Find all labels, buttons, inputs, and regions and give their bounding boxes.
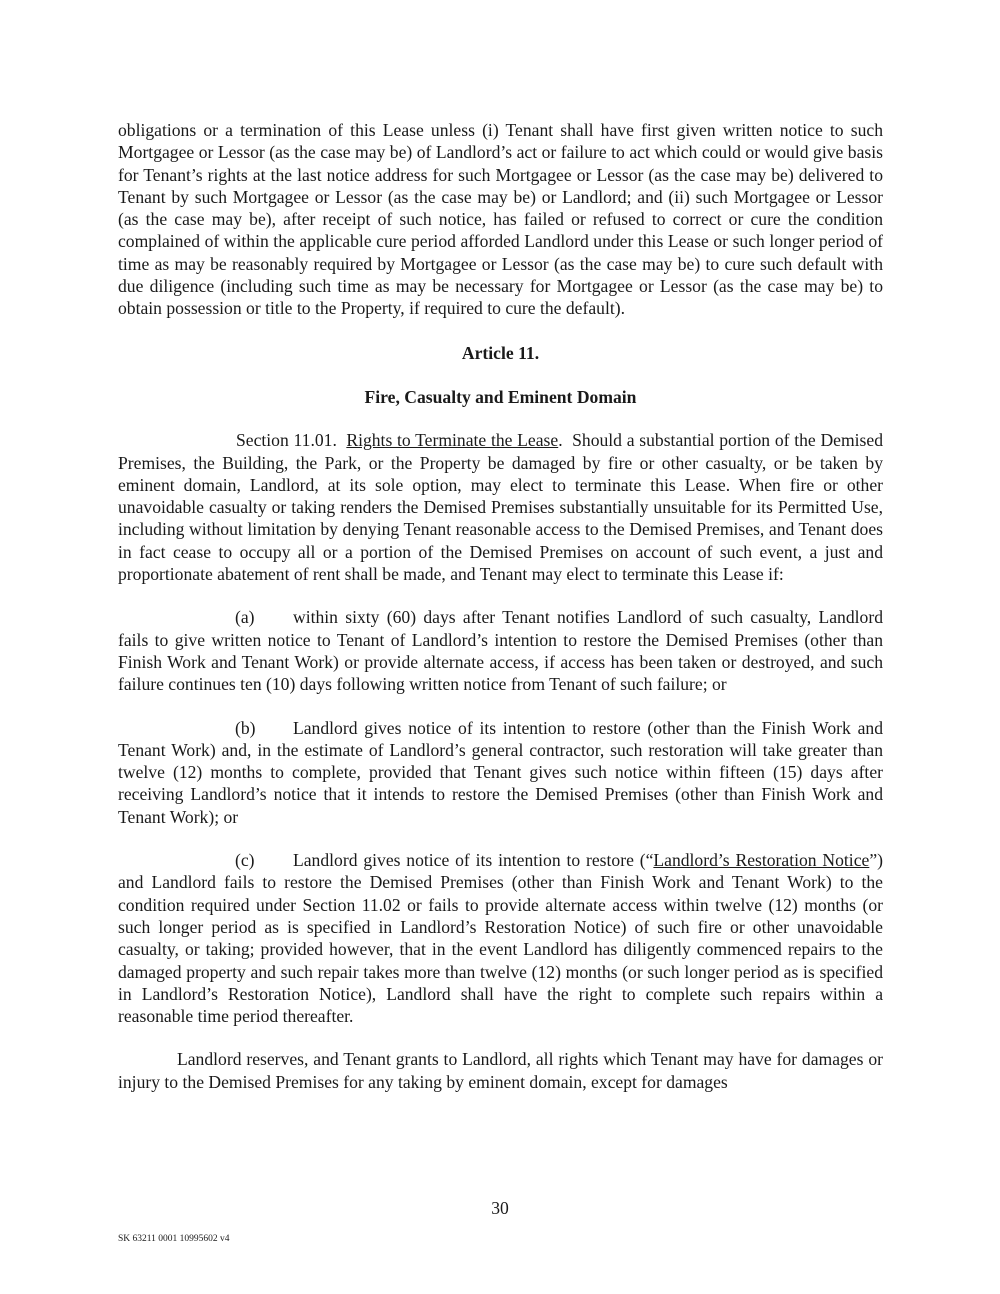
reservation-paragraph: Landlord reserves, and Tenant grants to Landlord, all rights which Tenant may have for damages or injury to the Demised Premises for any taking by eminent domain, except for damages — [118, 1049, 883, 1092]
section-text: Should a substantial portion of the Demised Premises, the Building, the Park, or the Property be damaged by fire or other casualty, or be taken by eminent domain, Landlord, at its sole option, may elect to terminate this Lease. When fire or other unavoidable casualty or taking renders the Demised Premises substantially unsuitable for its Permitted Use, including without limitation by denying Tenant reasonable access to the Demised Premises, and Tenant does in fact cease to occupy all or a portion of the Demised Premises on account of such event, a just and proportionate abatement of rent shall be made, and Tenant may elect to terminate this Lease if: — [118, 430, 883, 585]
article-title: Fire, Casualty and Eminent Domain — [364, 386, 637, 407]
clause-b-label: (b) — [235, 717, 256, 738]
continuation-paragraph: obligations or a termination of this Lease unless (i) Tenant shall have first given written notice to such Mortgagee or Lessor (as the case may be) of Landlord’s act or failure to act which could or would give basis for Tenant’s rights at the last notice address for such Mortgagee or Lessor (as the case may be) delivered to Tenant by such Mortgagee or Lessor (as the case may be) or Landlord; and (ii) such Mortgagee or Lessor (as the case may be), after receipt of such notice, has failed or refused to correct or cure the condition complained of within the applicable cure period afforded Landlord under this Lease or such longer period of time as may be reasonably required by Mortgagee or Lessor (as the case may be) to cure such default with due diligence (including such time as may be necessary for Mortgagee or Lessor (as the case may be) to obtain possession or title to the Property, if required to cure the default). — [118, 120, 883, 319]
clause-c-text-before: Landlord gives notice of its intention to restore (“ — [293, 850, 654, 871]
clause-c-text-after: ”) and Landlord fails to restore the Demised Premises (other than Finish Work and Tenant Work) to the condition required under Section 11.02 or fails to provide alternate access within twelve (12) months (or such longer period as is specified in Landlord’s Restoration Notice) of such fire or other unavoidable casualty, or taking; provided however, that in the event Landlord has diligently commenced repairs to the damaged property and such repair takes more than twelve (12) months (or such longer period as is specified in Landlord’s Restoration Notice), Landlord shall have the right to complete such repairs within a reasonable time period thereafter. — [118, 850, 883, 1027]
clause-a-label: (a) — [235, 607, 255, 628]
clause-c-label: (c) — [235, 850, 255, 871]
page-number: 30 — [491, 1198, 509, 1218]
clause-a-text: within sixty (60) days after Tenant notifies Landlord of such casualty, Landlord fails to give written notice to Tenant of Landlord’s intention to restore the Demised Premises (other than Finish Work and Tenant Work) or provide alternate access, if access has been taken or destroyed, and such failure continues ten (10) days following written notice from Tenant of such failure; or — [118, 607, 883, 695]
clause-b-paragraph — [118, 717, 883, 828]
section-title: Rights to Terminate the Lease — [346, 430, 559, 451]
defined-term-restoration-notice: Landlord’s Restoration Notice — [653, 850, 870, 871]
article-heading: Article 11. — [461, 342, 540, 363]
section-11-01-paragraph — [118, 429, 883, 585]
document-body — [118, 119, 883, 1093]
clause-c-paragraph — [118, 849, 883, 1027]
clause-b-text: Landlord gives notice of its intention to restore (other than the Finish Work and Tenant Work) and, in the estimate of Landlord’s general contractor, such restoration will take greater than twelve (12) months to complete, provided that Tenant gives such notice within fifteen (15) days after receiving Landlord’s notice that it intends to restore the Demised Premises (other than Finish Work and Tenant Work); or — [118, 717, 883, 827]
section-title-period: . — [558, 430, 563, 451]
section-number: Section 11.01. — [236, 430, 337, 451]
clause-a-paragraph — [118, 606, 883, 695]
document-id-footer: SK 63211 0001 10995602 v4 — [118, 1234, 230, 1244]
